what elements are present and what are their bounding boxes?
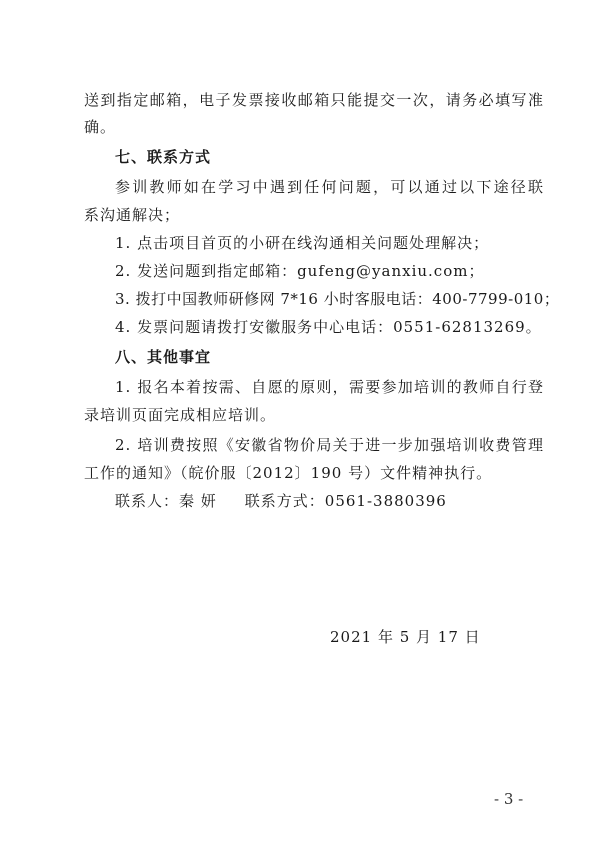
paragraph-line: 送到指定邮箱，电子发票接收邮箱只能提交一次，请务必填写准 — [84, 91, 544, 109]
list-item: 3. 拨打中国教师研修网 7*16 小时客服电话：400-7799-010； — [115, 290, 560, 308]
paragraph-line: 参训教师如在学习中遇到任何问题，可以通过以下途径联 — [115, 178, 544, 196]
section-heading-other: 八、其他事宜 — [115, 348, 212, 366]
paragraph-line: 工作的通知》（皖价服〔2012〕190 号）文件精神执行。 — [84, 464, 493, 482]
section-heading-contact: 七、联系方式 — [115, 148, 212, 166]
list-item: 1. 点击项目首页的小研在线沟通相关问题处理解决； — [115, 234, 490, 252]
paragraph-line: 系沟通解决； — [84, 206, 181, 224]
paragraph-line: 确。 — [84, 118, 117, 136]
page-number: - 3 - — [494, 790, 524, 808]
contact-line — [115, 491, 575, 511]
document-date: 2021 年 5 月 17 日 — [330, 628, 481, 646]
contact-person: 联系人：秦 妍 — [115, 492, 217, 510]
paragraph-line: 录培训页面完成相应培训。 — [84, 406, 277, 424]
paragraph-line: 2. 培训费按照《安徽省物价局关于进一步加强培训收费管理 — [115, 436, 544, 454]
contact-method: 联系方式：0561-3880396 — [244, 492, 447, 510]
paragraph-line: 1. 报名本着按需、自愿的原则，需要参加培训的教师自行登 — [115, 378, 544, 396]
list-item: 4. 发票问题请拨打安徽服务中心电话：0551-62813269。 — [115, 318, 542, 336]
list-item: 2. 发送问题到指定邮箱：gufeng@yanxiu.com； — [115, 262, 485, 280]
